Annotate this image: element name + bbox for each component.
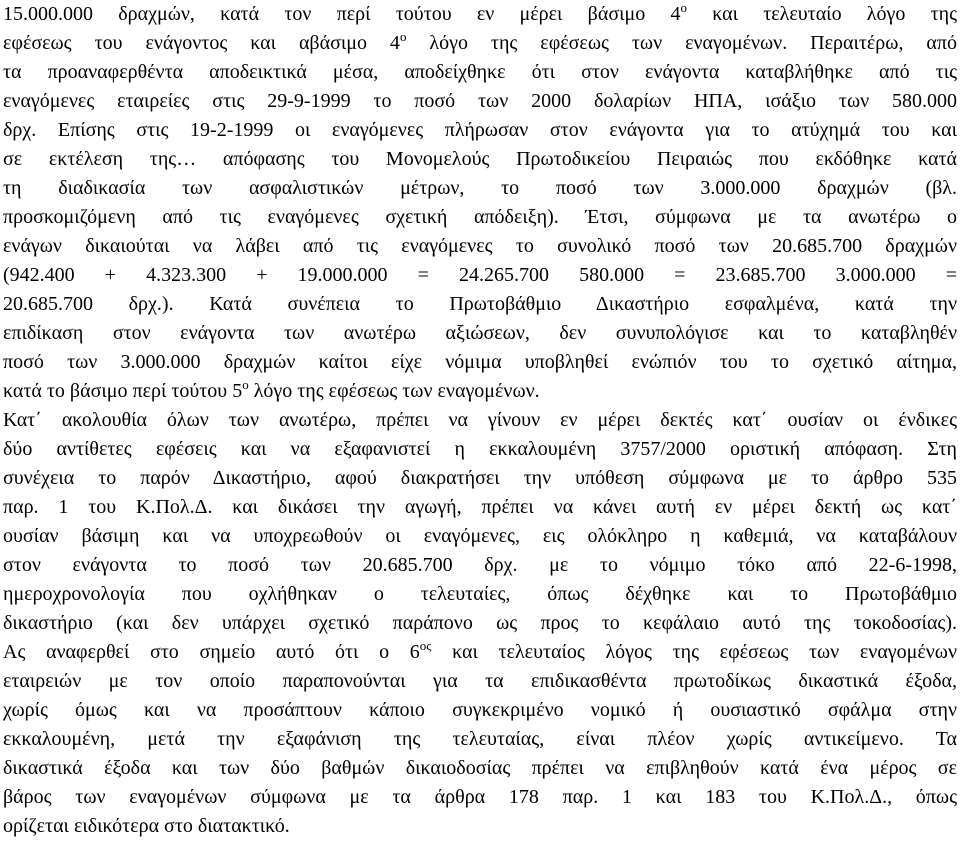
text-line: δικαστήριο (και δεν υπάρχει σχετικό παράπονο ως προς το κεφάλαιο αυτό της τοκοδοσίας). <box>3 612 957 634</box>
text-line: σε εκτέλεση της… απόφασης του Μονομελούς Πρωτοδικείου Πειραιώς που εκδόθηκε κατά <box>3 148 957 170</box>
ordinal-superscript: ο <box>242 377 249 392</box>
text-line: επιδίκαση στον ενάγοντα των ανωτέρω αξιώσεων, δεν συνυπολόγισε και το καταβληθέν <box>3 322 957 344</box>
text-line: εταιρειών με τον οποίο παραπονούνται για τα επιδικασθέντα πρωτοδίκως δικαστικά έξοδα, <box>3 670 957 692</box>
text-line: στον ενάγοντα το ποσό των 20.685.700 δρχ. με το νόμιμο τόκο από 22-6-1998, <box>3 554 957 576</box>
ordinal-superscript: ος <box>419 638 432 653</box>
text-line: 15.000.000 δραχμών, κατά τον περί τούτου εν μέρει βάσιμο $4^o$ και τελευταίο λόγο της <box>3 0 957 25</box>
text-line: εναγόμενες εταιρείες στις 29-9-1999 το ποσό των 2000 δολαρίων ΗΠΑ, ισάξιο των 580.000 <box>3 90 957 112</box>
text-line: προσκομιζόμενη από τις εναγόμενες σχετική απόδειξη). Έτσι, σύμφωνα με τα ανωτέρω ο <box>3 206 957 228</box>
text-line: ενάγων δικαιούται να λάβει από τις εναγόμενες το συνολικό ποσό των 20.685.700 δραχμών <box>3 235 957 257</box>
ordinal-superscript: ο <box>399 29 407 44</box>
text-line: ποσό των 3.000.000 δραχμών καίτοι είχε νόμιμα υποβληθεί ενώπιόν του το σχετικό αίτημα, <box>3 351 957 373</box>
ordinal-superscript: ο <box>680 0 687 15</box>
text-line: κατά το βάσιμο περί τούτου $5^o$ λόγο της εφέσεως των εναγομένων. <box>3 377 540 402</box>
text-line: τα προαναφερθέντα αποδεικτικά μέσα, αποδείχθηκε ότι στον ενάγοντα καταβλήθηκε από τις <box>3 61 957 83</box>
text-line: ορίζεται ειδικότερα στο διατακτικό. <box>3 815 290 837</box>
text-line: παρ. 1 του Κ.Πολ.Δ. και δικάσει την αγωγή, πρέπει να κάνει αυτή εν μέρει δεκτή ως κατ΄ <box>3 496 957 518</box>
text-line: 20.685.700 δρχ.). Κατά συνέπεια το Πρωτοβάθμιο Δικαστήριο εσφαλμένα, κατά την <box>3 293 957 315</box>
text-line: δικαστικά έξοδα και των δύο βαθμών δικαιοδοσίας πρέπει να επιβληθούν κατά ένα μέρος σε <box>3 757 957 779</box>
text-line: Ας αναφερθεί στο σημείο αυτό ότι ο $6^{o\varsigma}$ και τελευταίος λόγος της εφέσεως των εναγομένων <box>3 638 957 663</box>
text-line: εφέσεως του ενάγοντος και αβάσιμο $4^o$ λόγο της εφέσεως των εναγομένων. Περαιτέρω, από <box>3 29 957 54</box>
text-line: εκκαλουμένη, μετά την εξαφάνιση της τελευταίας, είναι πλέον χωρίς αντικείμενο. Τα <box>3 728 957 750</box>
text-line: δρχ. Επίσης στις 19-2-1999 οι εναγόμενες πλήρωσαν στον ενάγοντα για το ατύχημά του και <box>3 119 957 141</box>
text-line: Κατ΄ ακολουθία όλων των ανωτέρω, πρέπει να γίνουν εν μέρει δεκτές κατ΄ ουσίαν οι ένδικες <box>3 409 957 431</box>
text-line: (942.400 + 4.323.300 + 19.000.000 = 24.265.700 580.000 = 23.685.700 3.000.000 = <box>3 264 957 286</box>
text-line: δύο αντίθετες εφέσεις και να εξαφανιστεί η εκκαλουμένη 3757/2000 οριστική απόφαση. Στη <box>3 438 957 460</box>
text-line: χωρίς όμως και να προσάπτουν κάποιο συγκεκριμένο νομικό ή ουσιαστικό σφάλμα στην <box>3 699 957 721</box>
text-line: τη διαδικασία των ασφαλιστικών μέτρων, το ποσό των 3.000.000 δραχμών (βλ. <box>3 177 957 199</box>
text-line: ουσίαν βάσιμη και να υποχρεωθούν οι εναγόμενες, εις ολόκληρο η καθεμιά, να καταβάλουν <box>3 525 957 547</box>
text-line: βάρος των εναγομένων σύμφωνα με τα άρθρα 178 παρ. 1 και 183 του Κ.Πολ.Δ., όπως <box>3 786 957 808</box>
text-line: συνέχεια το παρόν Δικαστήριο, αφού διακρατήσει την υπόθεση σύμφωνα με το άρθρο 535 <box>3 467 957 489</box>
text-line: ημερoχρονολογία που οχλήθηκαν ο τελευταίες, όπως δέχθηκε και το Πρωτοβάθμιο <box>3 583 957 605</box>
